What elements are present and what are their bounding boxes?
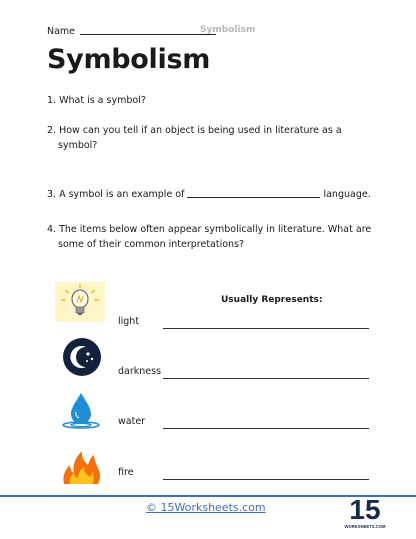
table-header: Usually Represents: [221,295,323,305]
page-title: Symbolism [47,44,211,75]
question-1: 1. What is a symbol? [47,95,146,106]
question-2: 2. How can you tell if an object is being used in literature as a symbol? [47,125,342,151]
answer-line-water[interactable] [163,428,369,429]
logo-number: 15 [349,494,381,525]
name-blank[interactable] [80,25,216,35]
answer-line-fire[interactable] [163,479,369,480]
question-3-blank[interactable] [187,188,320,198]
question-4: 4. The items below often appear symbolically in literature. What are some of their common interpretations? [47,224,372,250]
item-label-darkness: darkness [118,366,162,377]
logo-text: WORKSHEETS.COM [344,524,386,529]
question-3: 3. A symbol is an example of language. [47,189,371,200]
water-drop-icon [58,390,104,430]
footer-copyright-link[interactable]: © 15Worksheets.com [146,501,266,514]
lightbulb-icon [55,282,105,322]
worksheet-tag: Symbolism [200,25,256,35]
item-label-light: light [118,316,140,327]
name-field [47,25,216,37]
answer-line-light[interactable] [163,328,369,329]
answer-line-darkness[interactable] [163,378,369,379]
site-logo [344,491,386,531]
fire-icon [60,443,104,485]
name-label: Name [47,26,76,37]
item-label-fire: fire [118,467,134,478]
item-label-water: water [118,416,146,427]
moon-stars-icon [62,337,102,377]
